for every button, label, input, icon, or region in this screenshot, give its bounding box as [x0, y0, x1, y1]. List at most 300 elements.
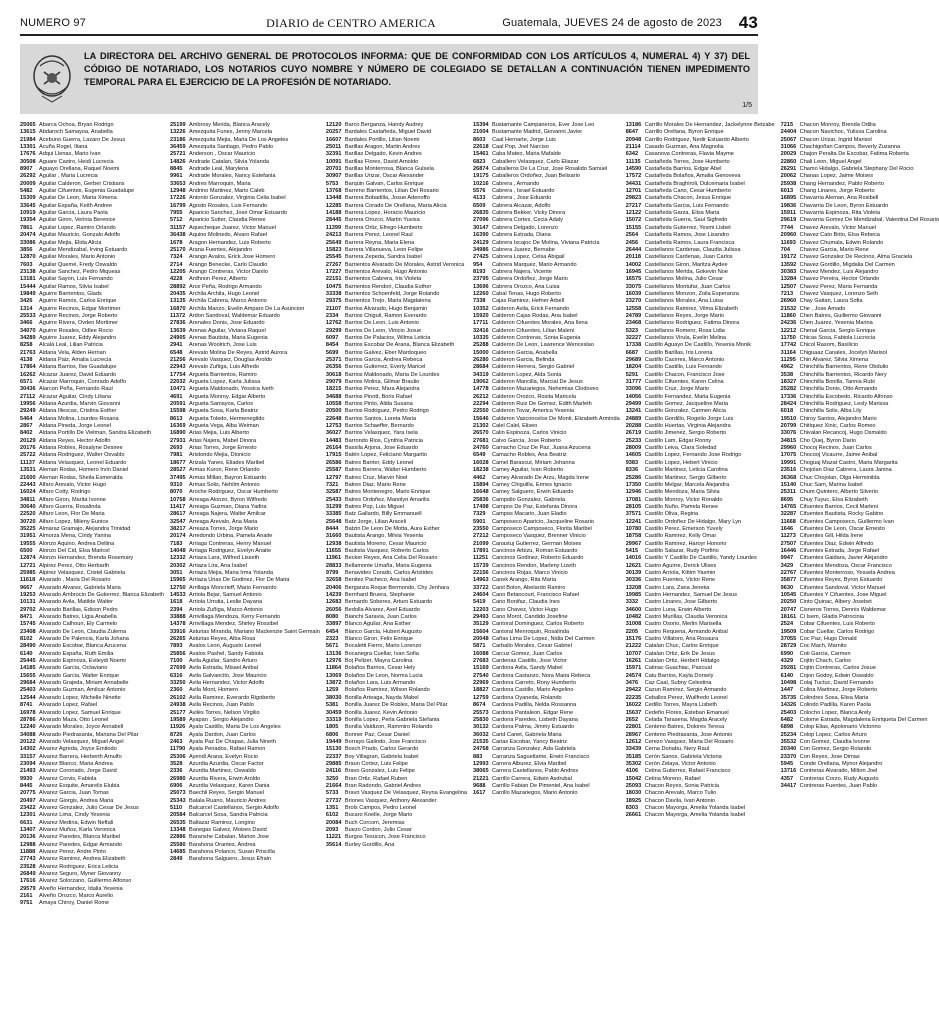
collegiate-number: 22860 [780, 158, 797, 165]
collegiate-number: 37495 [170, 474, 186, 481]
collegiate-number: 12976 [325, 658, 342, 665]
notary-name: Aldana Molina, Lourdes Rosana [39, 415, 119, 422]
notary-entry [473, 129, 620, 136]
collegiate-number: 11399 [325, 224, 342, 231]
notary-name: Castellanos Romero, Rosa Lidia [644, 327, 725, 334]
collegiate-number: 10758 [170, 496, 186, 503]
collegiate-number: 12797 [325, 474, 342, 481]
notary-name: Barillas Flores, David Arnoldo [344, 158, 419, 165]
notary-name: Chavez Chumala, Edwin Rolando [799, 239, 884, 246]
notary-entry [781, 357, 939, 364]
notary-name: Caz Caal, Subny Celestina [644, 680, 712, 687]
collegiate-number: 23138 [20, 268, 36, 275]
notary-name: Cancinos Arbizu, Roman Estuardo [492, 547, 578, 554]
notary-name: Andrade Morales, Nancy Estefania [189, 173, 276, 180]
collegiate-number: 18925 [625, 797, 642, 804]
notary-entry [326, 687, 467, 694]
collegiate-number: 20084 [325, 819, 342, 826]
collegiate-number: 29375 [325, 298, 342, 305]
collegiate-number: 9947 [780, 555, 794, 562]
notary-name: Ceballos Perez, Wuilfredo Leonel [644, 694, 728, 701]
notary-entry [20, 739, 164, 746]
notary-name: Chinchilla Solis, Alba Lily [799, 408, 862, 415]
collegiate-number: 11273 [780, 533, 796, 540]
notary-name: Chamo Hidalgo, Gabriela Stephany Del Rocio [799, 166, 914, 173]
notary-name: Barrios Perez, Mara Alejandra [344, 386, 420, 393]
notary-entry [781, 372, 939, 379]
notary-entry [473, 504, 620, 511]
notary-name: Castro Lara, Zana Jeneka [644, 584, 710, 591]
notary-name: Aguilar Lopez, Ramiro Orlando [39, 224, 116, 231]
collegiate-number: 2867 [20, 423, 33, 430]
notary-name: Castro Linares, Jose Gilberto [644, 599, 718, 606]
notary-entry [20, 548, 164, 555]
collegiate-number: 17915 [325, 452, 342, 459]
collegiate-number: 16024 [20, 489, 36, 496]
notary-name: Bolaños Ramirez, Wilson Rolando [344, 687, 430, 694]
notary-entry [781, 599, 939, 606]
collegiate-number: 25067 [780, 136, 797, 143]
notary-name: Baranshe Cabalan, Marion Jose [189, 834, 269, 841]
notary-entry [170, 680, 320, 687]
notary-entry [326, 585, 467, 592]
notary-name: Aguilar Mauricio, Gonzalo Adolfo [39, 232, 121, 239]
notary-name: Archila Manzo, Evelin Amparo De La Asuncion [189, 305, 305, 312]
notary-name: Catinac Guachiac, Pascual [644, 665, 712, 672]
notary-name: Aquino Molinedo, Alvaro Rafael [189, 232, 268, 239]
notary-entry [20, 445, 164, 452]
notary-name: Aguilar Cifuentes, Eugenia Guadalupe [39, 188, 135, 195]
notary-name: Becker Reyes, Ana Celia Del Rosario [344, 555, 438, 562]
notary-name: Alvarez Rodriguez, Erica Leticia [39, 863, 119, 870]
notary-name: Cantoral Menroquin, Rosalinda [492, 628, 570, 635]
notary-name: Alcazar Aguilar, Cindy Liliana [39, 393, 112, 400]
notary-entry [326, 203, 467, 210]
notary-entry [326, 754, 467, 761]
notary-entry [781, 651, 939, 658]
notary-entry [473, 379, 620, 386]
notary-name: Bianchi Saravia, Juan Carlos [344, 614, 417, 621]
collegiate-number: 12870 [20, 254, 36, 261]
collegiate-number: 12988 [20, 841, 36, 848]
collegiate-number: 34088 [20, 731, 36, 738]
collegiate-number: 19354 [20, 217, 36, 224]
notary-entry [170, 533, 320, 540]
notary-name: Aguilar Mejia, Elida Alicia [39, 239, 102, 246]
collegiate-number: 3250 [325, 775, 339, 782]
collegiate-number: 28527 [170, 467, 186, 474]
notary-entry [473, 423, 620, 430]
notary-entry [781, 151, 939, 158]
notary-name: Argueta Toledo, Hermenegildo [189, 415, 265, 422]
notary-name: Aparicio Sutter, Claudia Renee [189, 217, 266, 224]
collegiate-number: 5699 [325, 349, 339, 356]
notary-name: Canek Arango, Rita Maria [492, 577, 557, 584]
collegiate-number: 6102 [325, 812, 339, 819]
collegiate-number: 24574 [625, 672, 642, 679]
notary-name: Cabrera Ixcajoc De Molina, Viviana Patricia [492, 239, 600, 246]
collegiate-number: 2161 [20, 893, 33, 900]
collegiate-number: 15169 [473, 665, 489, 672]
collegiate-number: 30147 [473, 224, 489, 231]
notary-name: Cajas Ramirez, Hefner Arbell [492, 298, 565, 305]
notary-entry [170, 621, 320, 628]
notary-entry [20, 284, 164, 291]
notary-entry [626, 386, 775, 393]
collegiate-number: 27743 [20, 856, 36, 863]
notary-entry [626, 548, 775, 555]
collegiate-number: 24760 [473, 445, 489, 452]
collegiate-number: 11372 [170, 312, 186, 319]
collegiate-number: 6500 [20, 547, 33, 554]
collegiate-number: 6687 [625, 349, 639, 356]
notary-name: Alvarado Calhoun, Ely Carmelo [39, 621, 118, 628]
collegiate-number: 34431 [625, 180, 642, 187]
collegiate-number: 15637 [625, 709, 642, 716]
collegiate-number: 20497 [20, 797, 36, 804]
notary-entry [326, 570, 467, 577]
collegiate-number: 19175 [473, 173, 489, 180]
notary-entry [170, 122, 320, 129]
notary-name: Campos De Paz, Estefania Dinora [492, 503, 578, 510]
collegiate-number: 19849 [20, 290, 36, 297]
collegiate-number: 10091 [325, 158, 342, 165]
notary-entry [781, 519, 939, 526]
collegiate-number: 13136 [325, 650, 342, 657]
notary-entry [20, 827, 164, 834]
notary-name: Avila Recinos, Juan Pablo [189, 702, 254, 709]
notary-entry [170, 827, 320, 834]
publication-date: Guatemala, JUEVES 24 de agosto de 2023 [502, 17, 722, 29]
collegiate-number: 14778 [473, 386, 489, 393]
notary-name: Bucaro Koelle, Jorge Mario [344, 812, 413, 819]
collegiate-number: 13615 [20, 129, 36, 136]
notary-name: Alvarado Barillas, Edison Pedro [39, 606, 118, 613]
notary-name: Barrios De Leon, Luis Antonio [344, 320, 419, 327]
official-notice [20, 44, 758, 114]
collegiate-number: 6823 [473, 158, 486, 165]
notary-name: Avalos Leon, Augusto Leonel [189, 643, 262, 650]
collegiate-number: 21984 [20, 136, 36, 143]
notary-name: Ayendi Arana, Evelyn Rocio [189, 753, 258, 760]
collegiate-number: 8907 [20, 166, 33, 173]
collegiate-number: 5945 [780, 760, 794, 767]
collegiate-number: 3426 [20, 298, 33, 305]
collegiate-number: 26719 [625, 430, 642, 437]
notary-name: Bonner Paz, Cesar Daniel [344, 731, 410, 738]
collegiate-number: 20474 [20, 232, 36, 239]
notary-name: Carrillo Fabian De Pimentel, Ana Isabel [492, 782, 590, 789]
notary-entry [326, 812, 467, 819]
collegiate-number: 31299 [325, 503, 342, 510]
collegiate-number: 23270 [625, 298, 642, 305]
collegiate-number: 21107 [325, 305, 342, 312]
notary-name: Alvarado Garcia, Walter Enrique [39, 672, 120, 679]
collegiate-number: 35129 [473, 621, 489, 628]
collegiate-number: 9630 [780, 584, 794, 591]
notary-name: Chacon Urizar, Ingrid Marisol [799, 136, 872, 143]
notary-entry [170, 430, 320, 437]
collegiate-number: 17572 [625, 173, 642, 180]
collegiate-number: 24889 [625, 415, 642, 422]
notary-name: Bardales Portillo, Lilian Noemi [344, 136, 420, 143]
notary-name: Ci Isem, Gladis Patrocinia [799, 614, 865, 621]
notary-name: Avilés Torres, Nelson Virgilio [189, 709, 260, 716]
notary-name: Alvarado Lopez, Michelle Ninette [39, 694, 121, 701]
notary-entry [473, 563, 620, 570]
notary-entry [781, 467, 939, 474]
collegiate-number: 8336 [625, 467, 639, 474]
notary-name: Chavez Gordillo, Migdalia Del Carmen [799, 261, 895, 268]
notary-entry [170, 313, 320, 320]
notary-name: Aldana Pineda, Jorge Leonel [39, 423, 111, 430]
notary-name: Cardenas Castillo, Jose Victor [492, 658, 567, 665]
notary-name: Carranza Gonzalez, Ada Gabriela [492, 746, 576, 753]
collegiate-number: 15911 [780, 210, 796, 217]
notary-entry [170, 599, 320, 606]
notary-name: Burgos Tesucun, Jose Francisco [344, 834, 426, 841]
notary-name: Castillo Fernandez, Maria Eugenia [644, 393, 731, 400]
collegiate-number: 7861 [20, 224, 33, 231]
collegiate-number: 22618 [473, 144, 489, 151]
collegiate-number: 15309 [20, 195, 36, 202]
collegiate-number: 8193 [473, 268, 486, 275]
collegiate-number: 20250 [780, 599, 797, 606]
collegiate-number: 10216 [473, 180, 489, 187]
notary-entry [20, 489, 164, 496]
notary-name: Catalan Ortiz, Erik De Jesus [644, 650, 715, 657]
notary-entry [781, 732, 939, 739]
collegiate-number: 16369 [170, 423, 186, 430]
collegiate-number: 4691 [170, 393, 183, 400]
notary-name: Arevalo Vasquez, Douglas Aroldo [189, 357, 272, 363]
collegiate-number: 11790 [170, 746, 186, 753]
notary-entry [20, 614, 164, 621]
notary-name: Barrientos Trejo, Maria Magdalena [344, 298, 431, 305]
notary-name: Arriaga Contreras, Henry Manuel [189, 540, 272, 547]
collegiate-number: 27681 [473, 437, 489, 444]
notary-entry [326, 335, 467, 342]
notary-name: Chen Juarez, Yesenia Marina [799, 320, 873, 327]
notary-entry [781, 577, 939, 584]
notary-name: Barquin Galvan, Carlos Enrique [344, 180, 424, 187]
notary-name: Alfaro Giron, Marita Ivonne [39, 496, 106, 503]
collegiate-number: 20009 [20, 180, 36, 187]
notary-name: Calderon Cajas Rodas, Ana Isabel [492, 312, 578, 319]
notary-entry [170, 856, 320, 863]
notary-name: Ardhnon Perez, Alberto [189, 276, 247, 283]
notary-entry [473, 254, 620, 261]
notary-entry [20, 460, 164, 467]
notary-entry [473, 592, 620, 599]
notary-entry [781, 122, 939, 129]
collegiate-number: 20048 [473, 636, 489, 643]
notary-name: Avila Hernandez, Victor Adolfo [189, 680, 265, 687]
collegiate-number: 18327 [780, 379, 797, 386]
notary-entry [170, 732, 320, 739]
collegiate-number: 7329 [473, 511, 486, 518]
collegiate-number: 21535 [473, 738, 489, 745]
notary-name: Balcarcel Sosa, Sandra Patricia [189, 812, 268, 819]
collegiate-number: 13592 [780, 261, 797, 268]
collegiate-number: 25371 [325, 357, 342, 363]
notary-entry [626, 394, 775, 401]
notary-name: Castellanos Rodriguez, Fatima Dinora [644, 320, 740, 327]
collegiate-number: 27931 [170, 437, 186, 444]
notary-name: Aldana Reyes, Hector Adolfo [39, 437, 111, 444]
collegiate-number: 15394 [473, 122, 489, 128]
notary-name: Barrientos Rendon, Claudia Esther [344, 283, 432, 290]
notary-entry [781, 247, 939, 254]
notary-name: Barrios De Leon, Vinicio Josue [344, 327, 422, 334]
collegiate-number: 25433 [325, 496, 342, 503]
notary-entry [20, 717, 164, 724]
notary-name: Blanco Giron, Felix Enrique [344, 636, 413, 643]
collegiate-number: 13639 [170, 327, 186, 334]
notary-name: Aldana Robles, Rosalyne Desiree [39, 445, 123, 452]
notary-name: Alvarado Garcia, Octaviano [39, 665, 108, 672]
notice-text: LA DIRECTORA DEL ARCHIVO GENERAL DE PROTOCOLOS INFORMA: QUE DE CONFORMIDAD CON LOS ARTÍCULOS 4, NUMERAL 4) Y 37) DEL CÓDIGO DE NOTARIADO, LOS NOTARIOS CUYO NOMBRE Y NÚMERO DE COLEGIADO SE DETALLAN A CONTINUACIÓN TIENEN IMPEDIMENTO TEMPORAL PARA EL EJERCICIO DE LA PROFESIÓN DE NOTARIADO. [84, 51, 750, 87]
collegiate-number: 8613 [170, 415, 183, 422]
notary-name: Cetina Gutierrez, Rafael Francisco [644, 768, 731, 775]
notary-entry [170, 166, 320, 173]
notary-entry [781, 364, 939, 371]
notary-entry [170, 746, 320, 753]
notary-entry [626, 298, 775, 305]
collegiate-number: 17711 [473, 320, 489, 327]
collegiate-number: 8070 [170, 489, 183, 496]
notary-entry [781, 673, 939, 680]
notary-name: Chavez Arevalo, Victor Manuel [799, 224, 877, 231]
notary-entry [626, 217, 775, 224]
collegiate-number: 14765 [780, 503, 797, 510]
notary-entry [326, 269, 467, 276]
notary-entry [473, 232, 620, 239]
notary-name: Alvarado Maza, Otto Leonel [39, 716, 109, 723]
collegiate-number: 6548 [170, 349, 183, 356]
notary-entry [170, 783, 320, 790]
collegiate-number: 29885 [325, 760, 342, 767]
notary-name: Cardona Castanzo, Nora Maria Rebeca [492, 672, 591, 679]
collegiate-number: 2564 [625, 232, 639, 239]
notary-entry [170, 269, 320, 276]
notary-name: Alvarado De Palencia, Karla Johana [39, 636, 129, 643]
notary-name: Bocaletti Fierro, Mario Lorenzo [344, 643, 422, 650]
collegiate-number: 25288 [473, 342, 489, 349]
notary-entry [473, 665, 620, 672]
notary-name: Bravo Gonzalez, Luis Felipe [344, 768, 415, 775]
notary-name: Alpirez Velasquez, Cristel Gabriela [39, 569, 126, 576]
notary-name: Alveño Orozco, Marco Aurelio [39, 893, 113, 900]
collegiate-number: 22520 [20, 511, 36, 518]
notary-name: Cancinos Godinez, Roberto Eduardo [492, 555, 584, 562]
newspaper-name: DIARIO de CENTRO AMERICA [266, 15, 436, 30]
notary-entry [626, 254, 775, 261]
notary-entry [626, 269, 775, 276]
notary-column-5 [626, 122, 775, 1014]
notary-name: Alvarado Grajeda, Miriam Annabelle [39, 680, 129, 687]
notary-name: Bolaños De Leon, Norma Lucia [344, 672, 423, 679]
notary-entry [473, 710, 620, 717]
notary-name: Caballeros Ordoñez, Juan Belisario [492, 173, 580, 180]
collegiate-number: 8258 [20, 342, 33, 349]
collegiate-number: 15646 [473, 415, 489, 422]
collegiate-number: 33157 [20, 753, 36, 760]
notary-name: Cifuentes Diaz, Edwin Alfredo [799, 540, 874, 547]
notary-entry [20, 364, 164, 371]
collegiate-number: 11295 [780, 357, 796, 363]
notary-entry [626, 563, 775, 570]
notary-entry [626, 313, 775, 320]
collegiate-number: 23468 [625, 320, 642, 327]
collegiate-number: 17350 [625, 481, 642, 488]
collegiate-number: 11417 [170, 503, 186, 510]
notary-name: Antonio Gonzalez, Virginia Celia Isabel [189, 195, 286, 202]
collegiate-number: 33916 [170, 628, 186, 635]
collegiate-number: 6342 [625, 151, 639, 158]
notary-entry [20, 724, 164, 731]
collegiate-number: 6631 [20, 819, 33, 826]
collegiate-number: 704 [780, 246, 790, 253]
notary-entry [626, 460, 775, 467]
collegiate-number: 35735 [780, 694, 797, 701]
collegiate-number: 23408 [20, 628, 36, 635]
collegiate-number: 18030 [625, 790, 642, 797]
collegiate-number: 18758 [625, 533, 642, 540]
notary-entry [20, 225, 164, 232]
collegiate-number: 15894 [473, 481, 489, 488]
notary-entry [473, 643, 620, 650]
collegiate-number: 17336 [780, 393, 797, 400]
notary-entry [473, 614, 620, 621]
notary-name: Arevalo Zuñiga, Luis Alfredo [189, 364, 259, 371]
collegiate-number: 20062 [780, 173, 797, 180]
collegiate-number: 7100 [170, 658, 183, 665]
notary-entry [20, 864, 164, 871]
notary-name: Arango Benecke, Carlo Claudio [189, 261, 268, 268]
notary-entry [781, 724, 939, 731]
collegiate-number: 13284 [780, 276, 797, 283]
collegiate-number: 8445 [20, 782, 33, 789]
notary-entry [473, 519, 620, 526]
notary-entry [781, 445, 939, 452]
notary-name: Cifuentes Y Cifuentes, Jose Miguel [799, 592, 887, 598]
notary-name: Cetina Moreno, Rafael [644, 775, 701, 782]
collegiate-number: 29684 [20, 680, 36, 687]
notary-entry [170, 761, 320, 768]
notary-name: Alvarez Muñoz, Karla Veronica [39, 827, 116, 833]
notary-name: Arias Najera, Mabel Dinora [189, 437, 257, 444]
notary-name: Aguilar , Maria Lucrecia [39, 173, 98, 180]
collegiate-number: 25170 [170, 246, 186, 253]
collegiate-number: 33250 [170, 680, 186, 687]
collegiate-number: 5733 [325, 790, 339, 797]
notary-entry [473, 408, 620, 415]
notary-entry [170, 416, 320, 423]
collegiate-number: 8741 [20, 702, 33, 709]
notary-entry [626, 408, 775, 415]
notary-name: Barrera Bobadilla, Josue Adenoffo [344, 195, 430, 202]
collegiate-number: 21256 [170, 357, 186, 363]
notary-name: Alvarez Seguro, Myner Giovanny [39, 871, 122, 878]
notary-entry [473, 680, 620, 687]
notary-name: Aguirre Rosales, Odlee Rocio [39, 327, 113, 334]
notary-entry [20, 541, 164, 548]
notary-name: Aguirre Recinos, Jorge Roberto [39, 312, 118, 319]
notary-entry [20, 629, 164, 636]
notary-name: Barrios Maldonado, Maria De Lourdes [344, 371, 440, 378]
notary-name: Alvarez Corvis, Fabiola [39, 775, 97, 782]
